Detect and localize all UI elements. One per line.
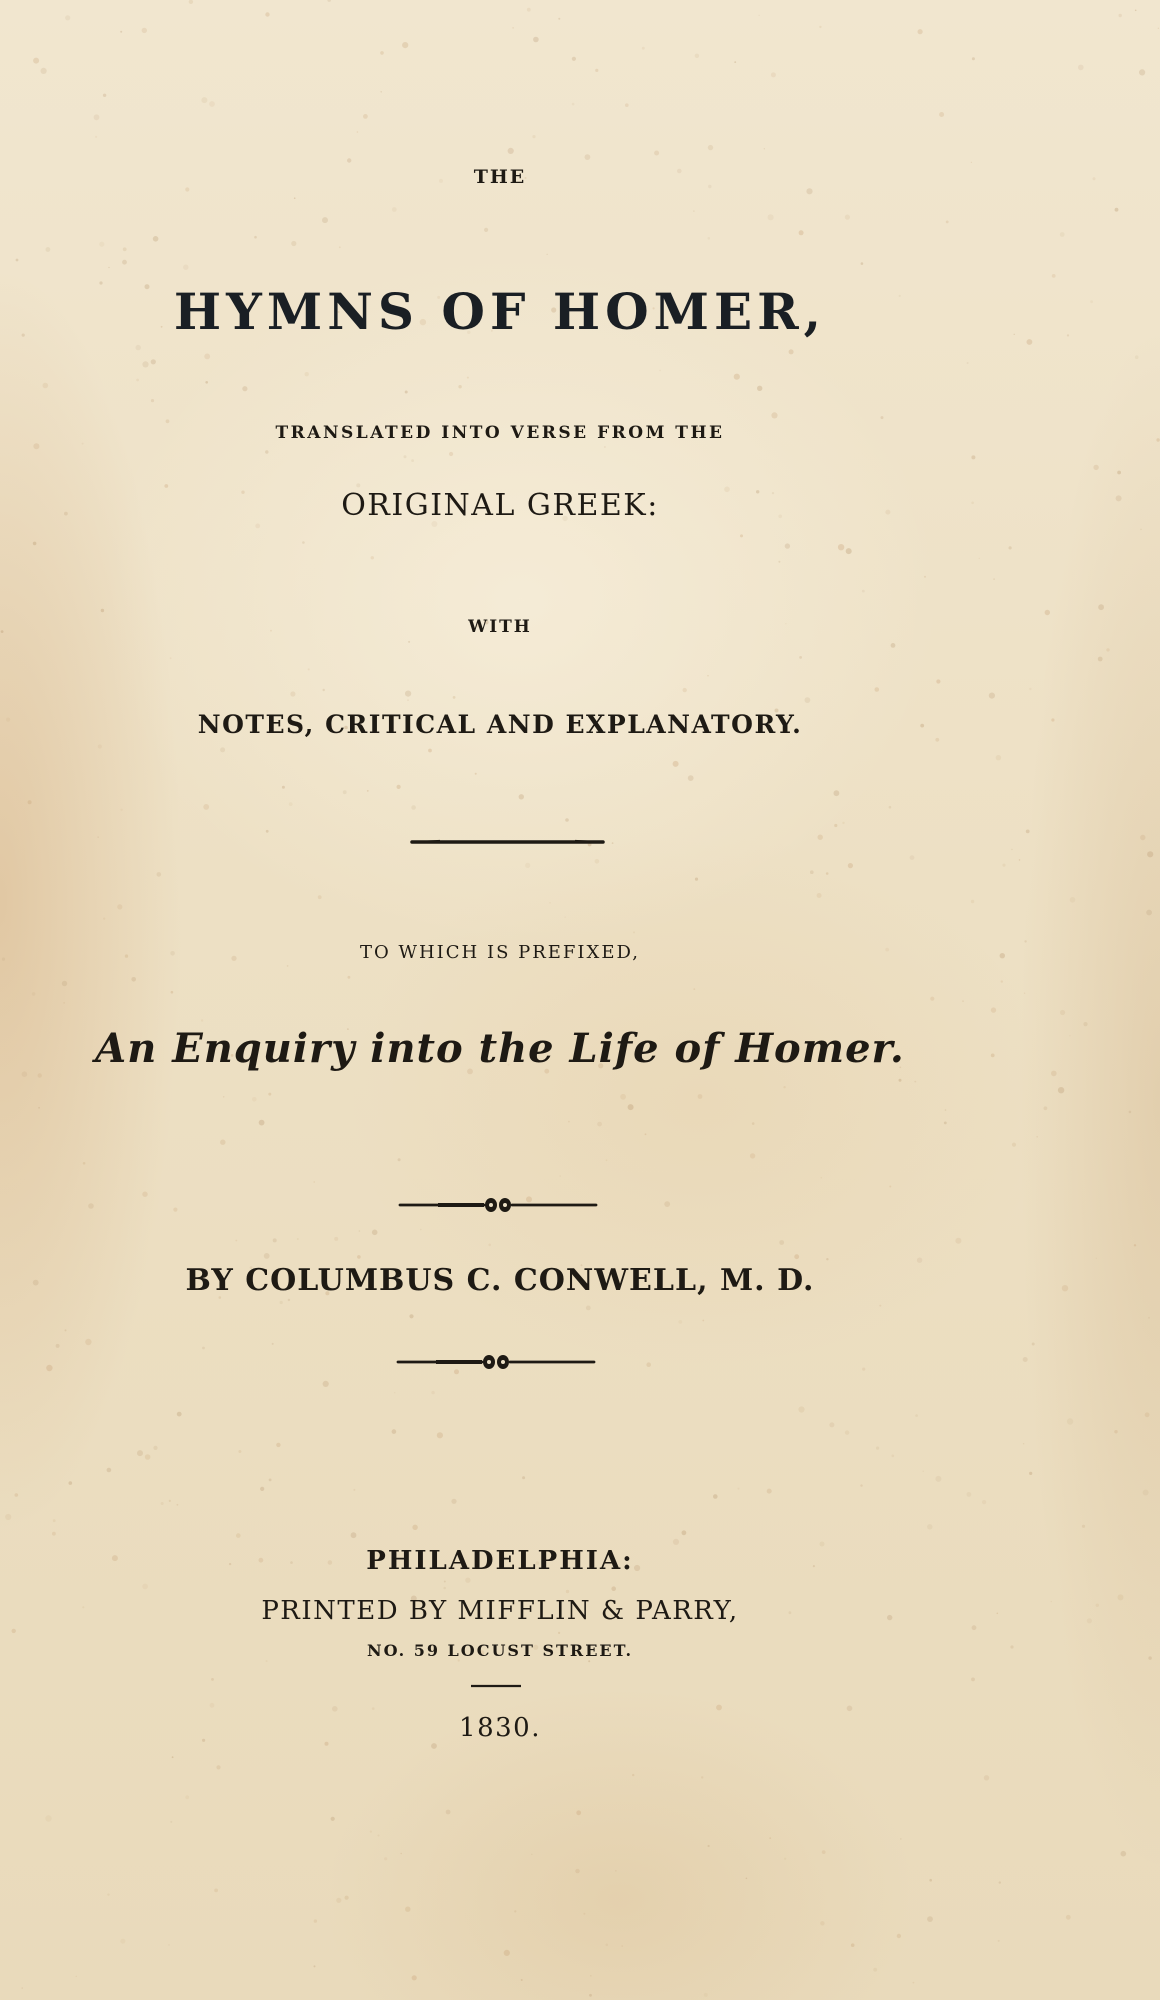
author-line: BY COLUMBUS C. CONWELL, M. D.	[185, 1263, 815, 1298]
subtitle-translated: TRANSLATED INTO VERSE FROM THE	[275, 423, 725, 443]
subtitle-notes: NOTES, CRITICAL AND EXPLANATORY.	[197, 710, 803, 739]
imprint-address: NO. 59 LOCUST STREET.	[366, 1641, 634, 1660]
plain-rule-divider	[410, 836, 605, 848]
heading-the: THE	[473, 166, 527, 188]
subtitle-original-greek: ORIGINAL GREEK:	[341, 488, 659, 523]
ornamental-divider-upper	[398, 1195, 598, 1215]
book-title: HYMNS OF HOMER,	[173, 282, 827, 341]
short-rule-divider	[470, 1683, 522, 1689]
imprint-printer: PRINTED BY MIFFLIN & PARRY,	[261, 1596, 739, 1626]
ornamental-divider-lower	[396, 1352, 596, 1372]
subtitle-prefixed: TO WHICH IS PREFIXED,	[359, 942, 641, 963]
imprint-year: 1830.	[459, 1713, 541, 1743]
imprint-city: PHILADELPHIA:	[366, 1546, 634, 1576]
subtitle-with: WITH	[468, 617, 532, 637]
subtitle-inquiry: An Enquiry into the Life of Homer.	[95, 1025, 905, 1072]
